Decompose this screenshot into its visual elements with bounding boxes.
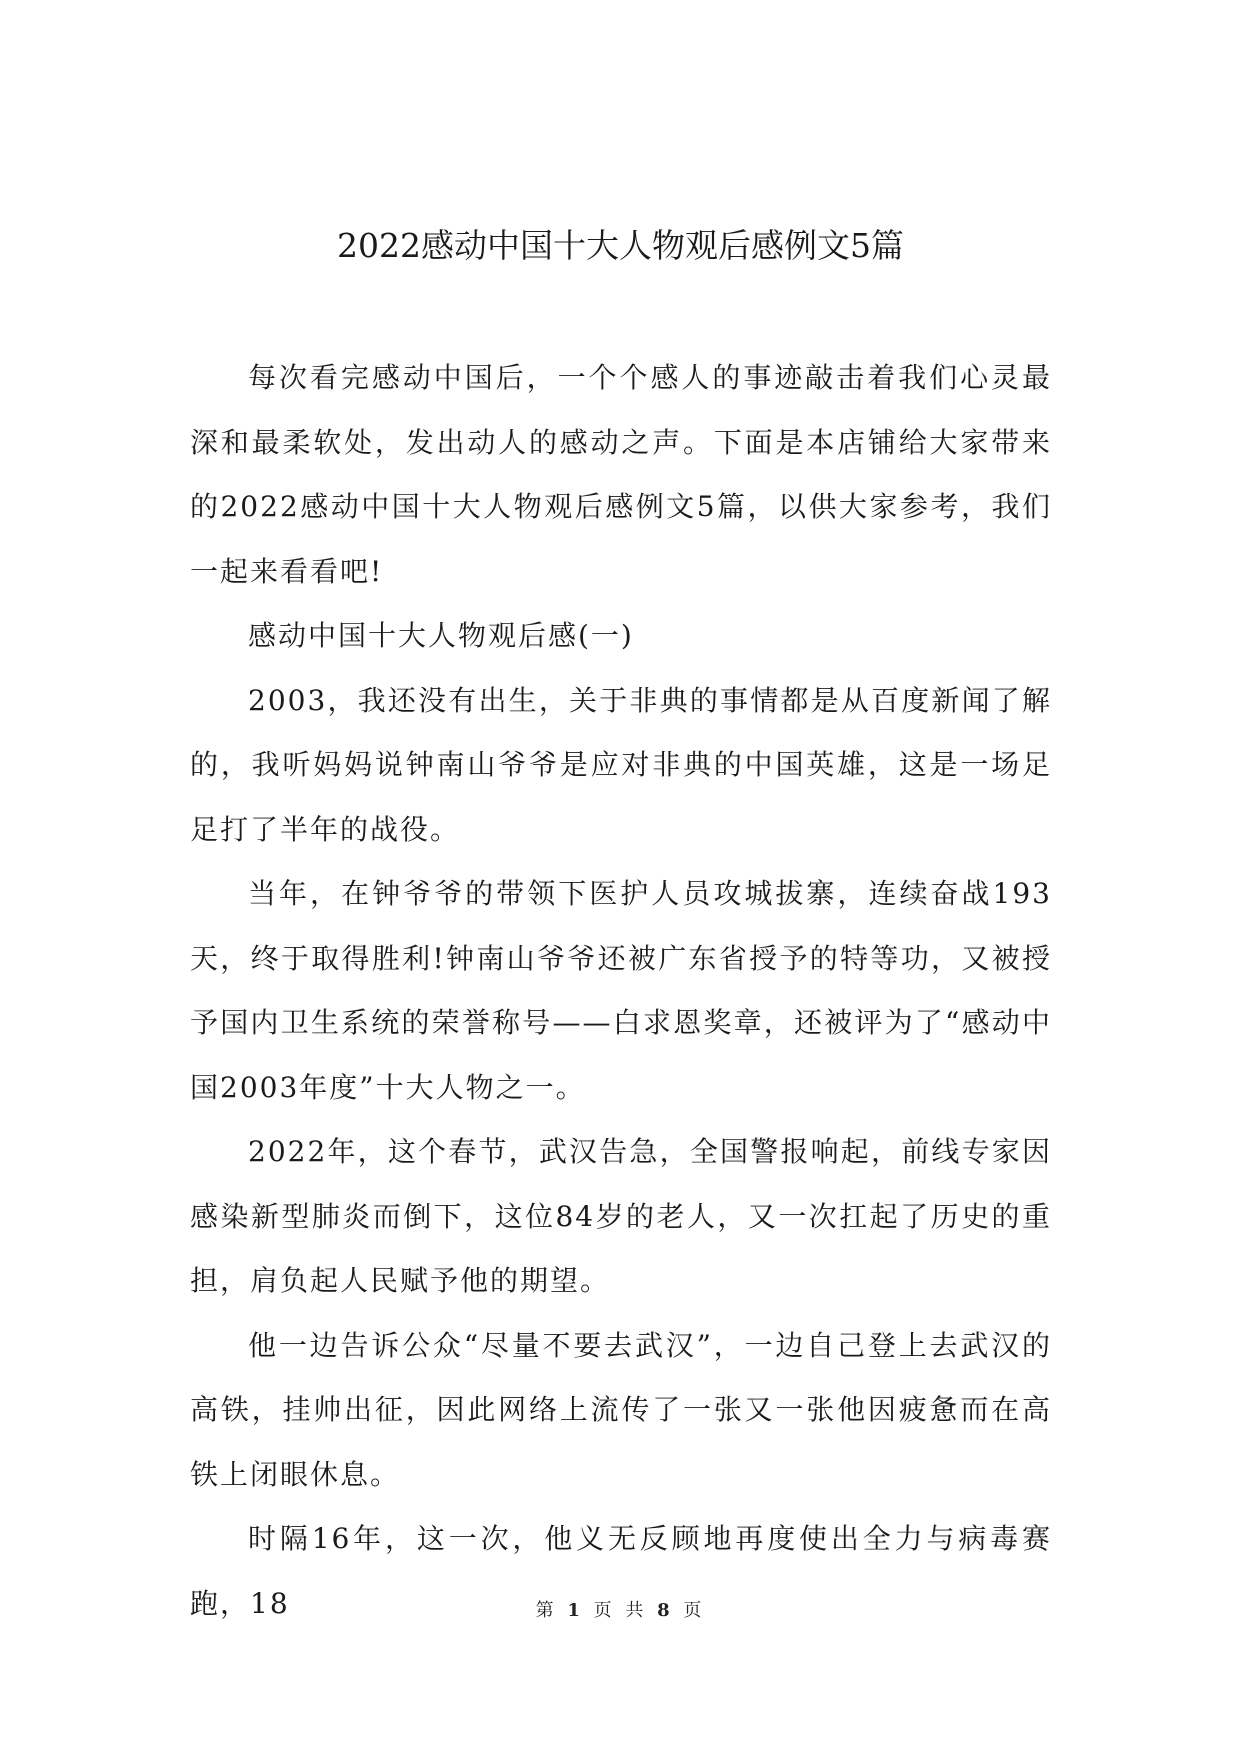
footer-suffix: 页 bbox=[683, 1600, 706, 1621]
paragraph: 2022年，这个春节，武汉告急，全国警报响起，前线专家因感染新型肺炎而倒下，这位84岁的老人，又一次扛起了历史的重担，肩负起人民赋予他的期望。 bbox=[190, 1135, 1052, 1297]
paragraph: 当年，在钟爷爷的带领下医护人员攻城拔寨，连续奋战193天，终于取得胜利!钟南山爷爷还被广东省授予的特等功，又被授予国内卫生系统的荣誉称号——白求恩奖章，还被评为了“感动中国2003年度”十大人物之一。 bbox=[190, 877, 1052, 1104]
paragraph: 他一边告诉公众“尽量不要去武汉”，一边自己登上去武汉的高铁，挂帅出征，因此网络上流传了一张又一张他因疲惫而在高铁上闭眼休息。 bbox=[190, 1328, 1052, 1491]
total-page-number: 8 bbox=[657, 1600, 674, 1621]
section-heading: 感动中国十大人物观后感(一) bbox=[248, 619, 634, 652]
paragraph: 时隔16年，这一次，他义无反顾地再度使出全力与病毒赛跑，18 bbox=[190, 1522, 1052, 1620]
page-footer bbox=[0, 1599, 1241, 1623]
footer-middle: 页 共 bbox=[593, 1600, 648, 1621]
footer-prefix: 第 bbox=[535, 1600, 558, 1621]
document-title: 2022感动中国十大人物观后感例文5篇 bbox=[337, 226, 904, 265]
current-page-number: 1 bbox=[567, 1600, 584, 1621]
paragraph-intro: 每次看完感动中国后，一个个感人的事迹敲击着我们心灵最深和最柔软处，发出动人的感动之声。下面是本店铺给大家带来的2022感动中国十大人物观后感例文5篇，以供大家参考，我们一起来看看吧! bbox=[190, 361, 1052, 588]
document-body bbox=[190, 346, 1052, 1636]
paragraph: 2003，我还没有出生，关于非典的事情都是从百度新闻了解的，我听妈妈说钟南山爷爷是应对非典的中国英雄，这是一场足足打了半年的战役。 bbox=[190, 683, 1052, 846]
